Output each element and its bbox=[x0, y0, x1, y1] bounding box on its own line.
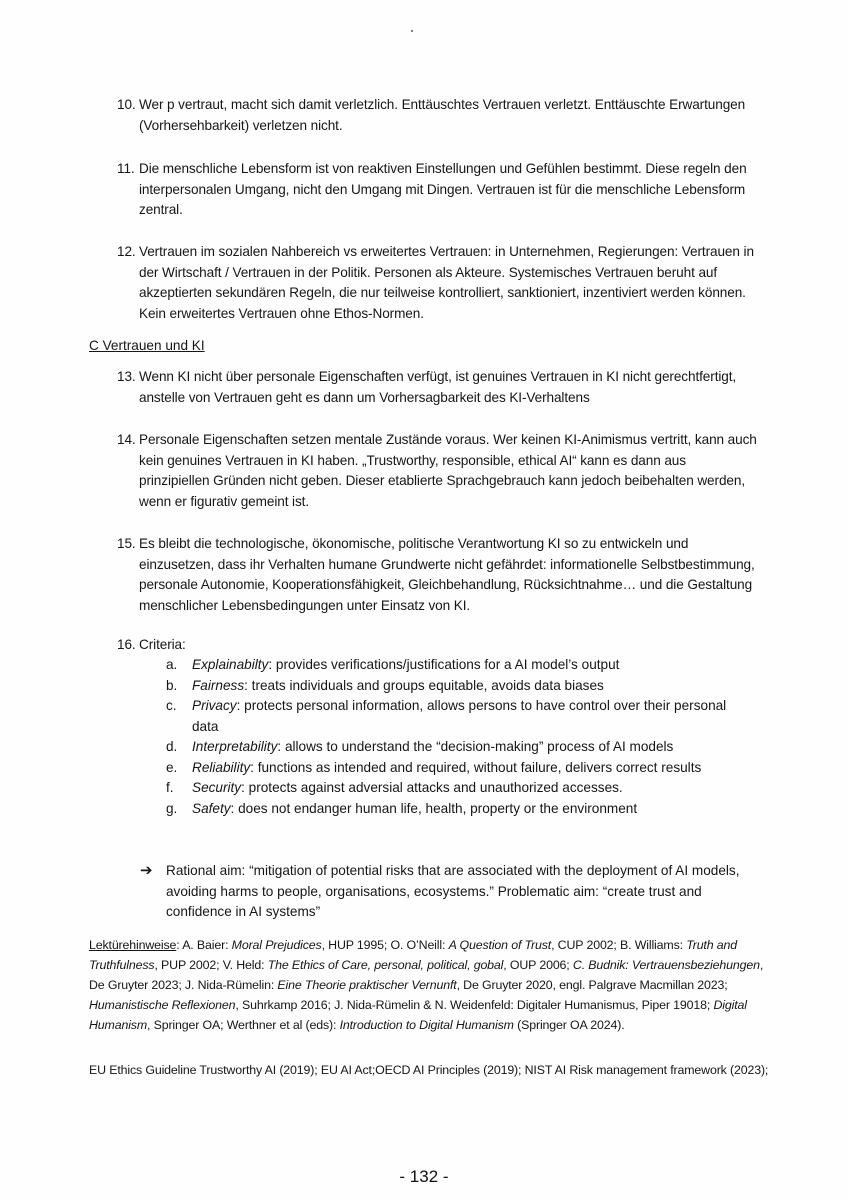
criteria-desc: : allows to understand the “decision-making” process of AI models bbox=[277, 739, 674, 754]
item-text: Es bleibt die technologische, ökonomische, politische Verantwortung KI so zu entwickeln und einzusetzen, dass ihr Verhalten humane Grundwerte nicht gefährdet: informationelle Selbstbestimmung, personale Autonomie, Kooperationsfähigkeit, Gleichbehandlung, Rücksichtnahme… und die Gestaltung menschlicher Lebensbedingungen unter Einsatz von KI. bbox=[139, 536, 755, 613]
guidelines-references: EU Ethics Guideline Trustworthy AI (2019); EU AI Act;OECD AI Principles (2019); NIST AI Risk management framework (2023); bbox=[89, 1063, 769, 1077]
reference-title: Eine Theorie praktischer Vernunft bbox=[277, 978, 457, 992]
item-text: Die menschliche Lebensform ist von reaktiven Einstellungen und Gefühlen bestimmt. Diese regeln den interpersonalen Umgang, nicht den Umgang mit Dingen. Vertrauen ist für die menschliche Lebensform zentral. bbox=[139, 161, 747, 217]
criteria-letter: e. bbox=[166, 759, 178, 775]
criteria-desc: : protects personal information, allows persons to have control over their personal data bbox=[192, 698, 727, 734]
criteria-letter: f. bbox=[166, 780, 174, 795]
criteria-term: Fairness bbox=[192, 677, 245, 693]
criteria-term: Explainabilty bbox=[192, 657, 269, 672]
reading-references bbox=[89, 935, 769, 1035]
reference-title: A Question of Trust bbox=[448, 938, 552, 952]
criteria-letter: g. bbox=[166, 800, 178, 816]
item-text: Wenn KI nicht über personale Eigenschaften verfügt, ist genuines Vertrauen in KI nicht gerechtfertigt, anstelle von Vertrauen geht es dann um Vorhersagbarkeit des KI-Verhaltens bbox=[139, 369, 737, 405]
criteria-term: Privacy bbox=[192, 698, 237, 713]
criteria-item bbox=[166, 655, 756, 676]
criteria-item bbox=[166, 778, 756, 799]
list-item-13 bbox=[117, 367, 757, 408]
list-item-11 bbox=[117, 159, 757, 221]
item-text: Vertrauen im sozialen Nahbereich vs erweitertes Vertrauen: in Unternehmen, Regierungen: Vertrauen in der Wirtschaft / Vertrauen in der Politik. Personen als Akteure. Systemisches Vertrauen beruht auf akzeptierten sekundären Regeln, die nur teilweise kontrolliert, sanktioniert, inzentiviert werden können. Kein erweitertes Vertrauen ohne Ethos-Normen. bbox=[139, 244, 754, 321]
criteria-letter: d. bbox=[166, 739, 178, 754]
item-text: Personale Eigenschaften setzen mentale Zustände voraus. Wer keinen KI-Animismus vertritt, kann auch kein genuines Vertrauen in KI haben. „Trustworthy, responsible, ethical AI“ kann es dann aus prinzipiellen Gründen nicht geben. Dieser etablierte Sprachgebrauch kann jedoch beibehalten werden, wenn er figurativ gemeint ist. bbox=[139, 432, 757, 509]
scan-speck bbox=[411, 30, 413, 32]
reference-title: C. Budnik: Vertrauensbeziehungen bbox=[572, 958, 760, 972]
item-number: 16. bbox=[117, 637, 136, 652]
reference-text: , De Gruyter 2023; J. Nida-Rümelin: bbox=[89, 958, 764, 992]
criteria-desc: : protects against adversial attacks and unauthorized accesses. bbox=[241, 780, 623, 795]
section-heading: C Vertrauen und KI bbox=[89, 338, 205, 353]
reference-text: (Springer OA 2024). bbox=[513, 1018, 625, 1032]
page-number: - 132 - bbox=[399, 1167, 449, 1186]
list-item-16 bbox=[117, 635, 757, 656]
list-item-12 bbox=[117, 242, 757, 324]
criteria-desc: : treats individuals and groups equitable, avoids data biases bbox=[244, 677, 604, 693]
arrow-note bbox=[140, 861, 762, 923]
item-text: Criteria: bbox=[139, 637, 186, 652]
criteria-letter: a. bbox=[166, 657, 178, 672]
criteria-item bbox=[166, 676, 756, 697]
item-number: 14. bbox=[117, 432, 136, 447]
criteria-letter: c. bbox=[166, 698, 177, 713]
criteria-term: Interpretability bbox=[192, 739, 278, 754]
reference-text: , OUP 2006; bbox=[503, 958, 573, 972]
reference-text: : A. Baier: bbox=[176, 938, 232, 952]
arrow-note-text: Rational aim: “mitigation of potential risks that are associated with the deployment of AI models, avoiding harms to people, organisations, ecosystems.” Problematic aim: “create trust and confidence in AI systems” bbox=[166, 863, 740, 919]
item-number: 12. bbox=[117, 244, 136, 259]
criteria-item bbox=[166, 799, 756, 820]
item-text: Wer p vertraut, macht sich damit verletzlich. Enttäuschtes Vertrauen verletzt. Enttäuschte Erwartungen (Vorhersehbarkeit) verletzen nicht. bbox=[139, 97, 746, 133]
criteria-term: Security bbox=[192, 780, 242, 795]
list-item-15 bbox=[117, 534, 757, 616]
right-arrow-icon: ➔ bbox=[140, 862, 153, 879]
criteria-item bbox=[166, 696, 756, 737]
reference-title: Humanistische Reflexionen bbox=[89, 998, 236, 1012]
reference-text: , De Gruyter 2020, engl. Palgrave Macmillan 2023; bbox=[456, 978, 728, 992]
criteria-item bbox=[166, 758, 756, 779]
criteria-term: Safety bbox=[192, 800, 231, 816]
reference-text: , Springer OA; Werthner et al (eds): bbox=[147, 1018, 340, 1032]
item-number: 11. bbox=[117, 161, 135, 176]
criteria-list bbox=[166, 655, 756, 819]
criteria-desc: : functions as intended and required, without failure, delivers correct results bbox=[250, 759, 702, 775]
criteria-item bbox=[166, 737, 756, 758]
item-number: 15. bbox=[117, 536, 136, 551]
reference-text: , PUP 2002; V. Held: bbox=[154, 958, 268, 972]
reference-title: Digital Humanism bbox=[89, 998, 747, 1032]
references-label: Lektürehinweise bbox=[89, 938, 177, 952]
criteria-desc: : does not endanger human life, health, property or the environment bbox=[230, 800, 638, 816]
criteria-desc: : provides verifications/justifications for a AI model’s output bbox=[268, 657, 620, 672]
criteria-term: Reliability bbox=[192, 759, 251, 775]
reference-text: , HUP 1995; O. O’Neill: bbox=[321, 938, 449, 952]
reference-title: Moral Prejudices bbox=[231, 938, 322, 952]
reference-text: , CUP 2002; B. Williams: bbox=[551, 938, 687, 952]
list-item-14 bbox=[117, 430, 757, 512]
reference-title: The Ethics of Care, personal, political, gobal bbox=[267, 958, 504, 972]
reference-title: Truth and Truthfulness bbox=[89, 938, 737, 972]
reference-title: Introduction to Digital Humanism bbox=[339, 1018, 514, 1032]
list-item-10 bbox=[117, 95, 757, 136]
references-body bbox=[89, 938, 763, 1032]
criteria-letter: b. bbox=[166, 677, 178, 693]
item-number: 10. bbox=[117, 97, 136, 112]
reference-text: , Suhrkamp 2016; J. Nida-Rümelin & N. Weidenfeld: Digitaler Humanismus, Piper 19018; bbox=[235, 998, 714, 1012]
item-number: 13. bbox=[117, 369, 136, 384]
